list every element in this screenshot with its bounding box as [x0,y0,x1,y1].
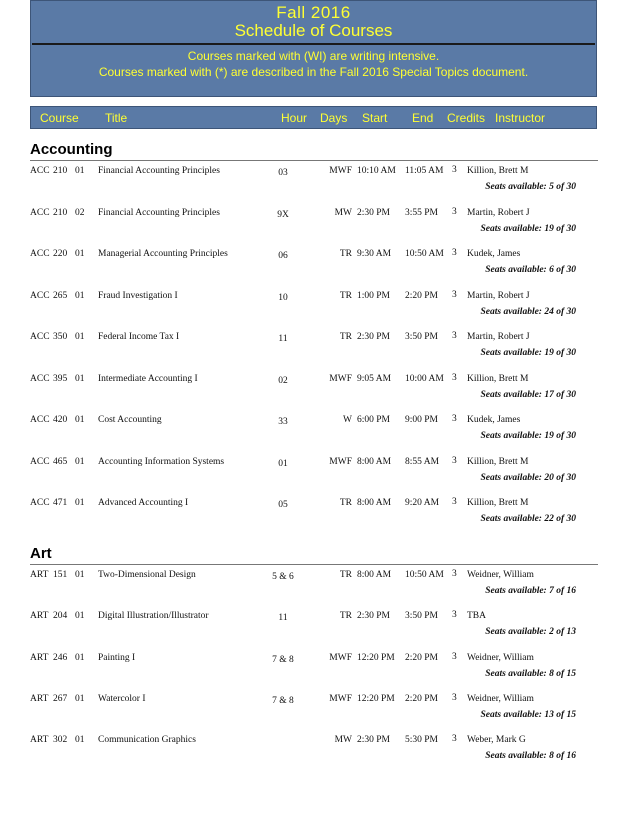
course-end: 9:20 AM [405,498,440,508]
department-divider [30,160,598,161]
course-instructor: Martin, Robert J [467,208,530,218]
course-dept: ACC [30,457,50,467]
course-dept: ART [30,611,49,621]
course-credits: 3 [452,248,457,258]
seats-available: Seats available: 6 of 30 [485,265,576,275]
course-section: 01 [75,498,85,508]
course-number: 220 [53,249,68,259]
course-start: 2:30 PM [357,735,390,745]
course-instructor: Martin, Robert J [467,291,530,301]
course-credits: 3 [452,693,457,703]
course-hour: 33 [278,417,288,427]
course-section: 01 [75,570,85,580]
course-end: 11:05 AM [405,166,444,176]
seats-available: Seats available: 13 of 15 [480,710,576,720]
course-hour: 05 [278,500,288,510]
course-hour: 7 & 8 [272,696,294,706]
course-instructor: Killion, Brett M [467,457,529,467]
department-divider [30,564,598,565]
course-section: 01 [75,415,85,425]
course-number: 420 [53,415,68,425]
course-dept: ACC [30,415,50,425]
course-instructor: Weidner, William [467,694,534,704]
course-section: 01 [75,653,85,663]
course-days: MWF [329,457,352,467]
course-dept: ACC [30,498,50,508]
course-instructor: Weidner, William [467,653,534,663]
course-end: 3:55 PM [405,208,438,218]
course-instructor: Weber, Mark G [467,735,526,745]
seats-available: Seats available: 19 of 30 [480,348,576,358]
col-hour: Hour [281,111,308,125]
course-dept: ART [30,653,49,663]
course-number: 350 [53,332,68,342]
course-end: 9:00 PM [405,415,438,425]
course-dept: ART [30,735,49,745]
course-days: TR [339,332,352,342]
department-heading: Accounting [30,141,113,158]
col-days: Days [320,111,348,125]
course-days: TR [339,570,352,580]
course-section: 01 [75,611,85,621]
department-heading: Art [30,545,52,562]
course-days: W [343,415,352,425]
course-number: 210 [53,166,68,176]
schedule-header-banner [30,0,597,97]
course-days: MWF [329,166,352,176]
course-number: 210 [53,208,68,218]
course-start: 8:00 AM [357,570,392,580]
seats-available: Seats available: 17 of 30 [480,390,576,400]
col-end: End [412,111,434,125]
course-credits: 3 [452,373,457,383]
course-start: 2:30 PM [357,611,390,621]
course-end: 3:50 PM [405,332,438,342]
course-hour: 11 [278,334,288,344]
course-hour: 10 [278,293,288,303]
course-start: 6:00 PM [357,415,390,425]
course-days: TR [339,291,352,301]
seats-available: Seats available: 8 of 15 [485,669,576,679]
course-start: 8:00 AM [357,498,392,508]
course-instructor: Killion, Brett M [467,166,529,176]
course-hour: 7 & 8 [272,655,294,665]
col-title: Title [105,111,128,125]
course-dept: ART [30,694,49,704]
course-start: 12:20 PM [357,694,395,704]
course-section: 01 [75,249,85,259]
seats-available: Seats available: 20 of 30 [480,473,576,483]
col-credits: Credits [447,111,486,125]
course-instructor: Martin, Robert J [467,332,530,342]
course-title: Managerial Accounting Principles [98,249,228,259]
course-section: 01 [75,374,85,384]
course-end: 2:20 PM [405,653,438,663]
course-credits: 3 [452,165,457,175]
course-section: 01 [75,332,85,342]
seats-available: Seats available: 19 of 30 [480,431,576,441]
course-instructor: Weidner, William [467,570,534,580]
course-number: 267 [53,694,68,704]
course-title: Painting I [98,653,136,663]
course-start: 10:10 AM [357,166,396,176]
course-section: 01 [75,291,85,301]
column-header-bar [30,106,597,129]
course-instructor: Killion, Brett M [467,498,529,508]
course-dept: ACC [30,332,50,342]
course-section: 02 [75,208,85,218]
seats-available: Seats available: 8 of 16 [485,751,576,761]
course-hour: 03 [278,168,288,178]
course-title: Intermediate Accounting I [98,374,198,384]
course-end: 3:50 PM [405,611,438,621]
course-credits: 3 [452,652,457,662]
course-section: 01 [75,694,85,704]
course-title: Communication Graphics [98,735,196,745]
course-title: Financial Accounting Principles [98,166,220,176]
course-instructor: Kudek, James [467,249,521,259]
course-credits: 3 [452,414,457,424]
course-title: Digital Illustration/Illustrator [98,611,209,621]
seats-available: Seats available: 24 of 30 [480,307,576,317]
course-title: Cost Accounting [98,415,162,425]
course-number: 302 [53,735,68,745]
course-dept: ACC [30,249,50,259]
course-hour: 11 [278,613,288,623]
col-instructor: Instructor [495,111,546,125]
seats-available: Seats available: 7 of 16 [485,586,576,596]
course-dept: ACC [30,374,50,384]
col-course: Course [40,111,79,125]
course-days: TR [339,498,352,508]
course-days: MW [334,208,352,218]
seats-available: Seats available: 5 of 30 [485,182,576,192]
course-end: 2:20 PM [405,694,438,704]
course-title: Two-Dimensional Design [98,570,196,580]
course-credits: 3 [452,569,457,579]
course-credits: 3 [452,456,457,466]
course-start: 9:05 AM [357,374,392,384]
course-title: Advanced Accounting I [98,498,189,508]
course-days: MWF [329,653,352,663]
course-hour: 5 & 6 [272,572,294,582]
course-instructor: Killion, Brett M [467,374,529,384]
course-days: MWF [329,694,352,704]
course-number: 395 [53,374,68,384]
course-credits: 3 [452,290,457,300]
course-instructor: Kudek, James [467,415,521,425]
course-credits: 3 [452,734,457,744]
course-section: 01 [75,735,85,745]
course-section: 01 [75,166,85,176]
course-hour: 06 [278,251,288,261]
course-start: 2:30 PM [357,208,390,218]
course-number: 151 [53,570,68,580]
course-dept: ACC [30,166,50,176]
seats-available: Seats available: 19 of 30 [480,224,576,234]
course-title: Federal Income Tax I [98,332,180,342]
course-end: 10:00 AM [405,374,444,384]
course-number: 265 [53,291,68,301]
course-title: Fraud Investigation I [98,291,178,301]
seats-available: Seats available: 22 of 30 [480,514,576,524]
course-number: 204 [53,611,68,621]
course-hour: 01 [278,459,288,469]
course-section: 01 [75,457,85,467]
course-start: 9:30 AM [357,249,392,259]
course-hour: 9X [277,210,289,220]
writing-intensive-note: Courses marked with (WI) are writing intensive. [187,49,440,63]
term-title: Fall 2016 [276,3,351,22]
course-end: 8:55 AM [405,457,440,467]
course-days: TR [339,611,352,621]
page-title: Schedule of Courses [234,21,393,40]
course-end: 2:20 PM [405,291,438,301]
course-hour: 02 [278,376,288,386]
special-topics-note: Courses marked with (*) are described in the Fall 2016 Special Topics document. [98,65,529,79]
header-divider [32,43,595,45]
course-end: 10:50 AM [405,570,444,580]
course-days: MWF [329,374,352,384]
course-credits: 3 [452,331,457,341]
course-dept: ACC [30,208,50,218]
course-credits: 3 [452,207,457,217]
col-start: Start [362,111,388,125]
course-credits: 3 [452,610,457,620]
course-credits: 3 [452,497,457,507]
course-number: 246 [53,653,68,663]
course-title: Accounting Information Systems [98,457,225,467]
course-start: 1:00 PM [357,291,390,301]
course-start: 8:00 AM [357,457,392,467]
seats-available: Seats available: 2 of 13 [485,627,576,637]
course-number: 471 [53,498,68,508]
course-dept: ACC [30,291,50,301]
course-days: TR [339,249,352,259]
course-days: MW [334,735,352,745]
course-start: 12:20 PM [357,653,395,663]
course-number: 465 [53,457,68,467]
course-title: Watercolor I [98,694,146,704]
course-end: 5:30 PM [405,735,438,745]
course-start: 2:30 PM [357,332,390,342]
course-end: 10:50 AM [405,249,444,259]
course-instructor: TBA [467,611,486,621]
course-dept: ART [30,570,49,580]
course-title: Financial Accounting Principles [98,208,220,218]
